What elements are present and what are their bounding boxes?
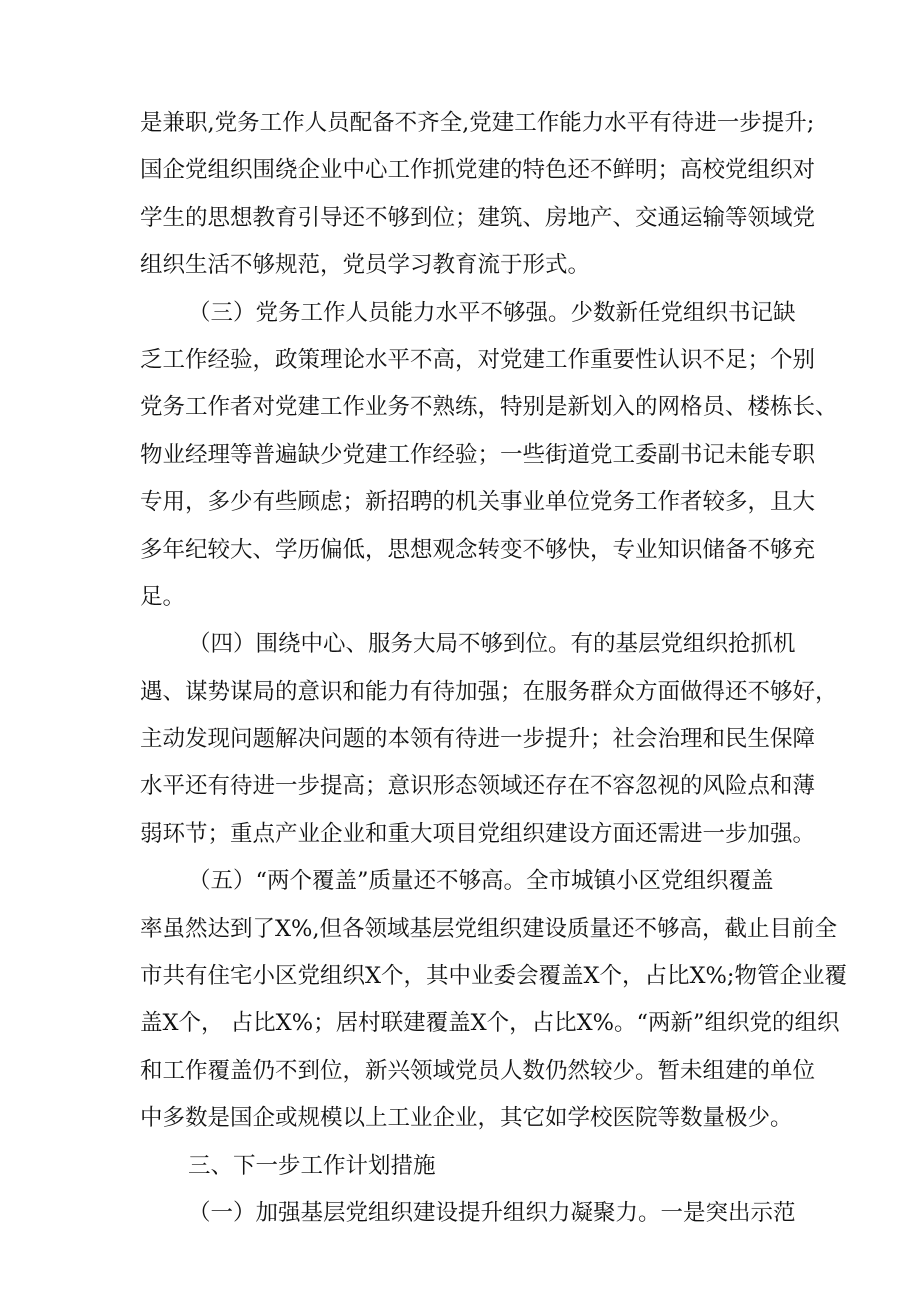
- text-line: 盖X个， 占比X%；居村联建覆盖X个，占比X%。“两新”组织党的组织: [140, 1010, 840, 1037]
- text-line: （一）加强基层党组织建设提升组织力凝聚力。一是突出示范: [188, 1199, 796, 1226]
- paragraph-continuation: [140, 100, 816, 290]
- text-line: 水平还有待进一步提高；意识形态领域还存在不容忽视的风险点和薄: [140, 773, 816, 800]
- text-line: 学生的思想教育引导还不够到位；建筑、房地产、交通运输等领域党: [140, 204, 816, 231]
- text-line: （五）“两个覆盖”质量还不够高。全市城镇小区党组织覆盖: [188, 868, 774, 895]
- text-line: 乏工作经验，政策理论水平不高，对党建工作重要性认识不足；个别: [140, 346, 816, 373]
- text-line: 是兼职,党务工作人员配备不齐全,党建工作能力水平有待进一步提升;: [140, 110, 815, 136]
- text-line: 党务工作者对党建工作业务不熟练，特别是新划入的网格员、楼栋长、: [140, 394, 838, 421]
- paragraph-five: [140, 858, 848, 1142]
- section-heading-text: 三、下一步工作计划措施: [188, 1152, 436, 1179]
- text-line: 组织生活不够规范，党员学习教育流于形式。: [140, 252, 591, 279]
- text-line: 物业经理等普遍缺少党建工作经验；一些街道党工委副书记未能专职: [140, 441, 816, 468]
- text-line: 市共有住宅小区党组织X个，其中业委会覆盖X个，占比X%;物管企业覆: [140, 963, 848, 990]
- text-line: 率虽然达到了X%,但各领域基层党组织建设质量还不够高，截止目前全: [140, 915, 838, 942]
- paragraph-three: [140, 290, 838, 622]
- text-line: 足。: [140, 583, 186, 610]
- text-line: 主动发现问题解决问题的本领有待进一步提升；社会治理和民生保障: [140, 726, 816, 753]
- paragraph-section-three-one: [140, 1190, 800, 1237]
- paragraph-four: [140, 621, 838, 858]
- text-line: 弱环节；重点产业企业和重大项目党组织建设方面还需进一步加强。: [140, 820, 816, 847]
- text-line: （四）围绕中心、服务大局不够到位。有的基层党组织抢抓机: [188, 631, 796, 658]
- text-line: 和工作覆盖仍不到位，新兴领域党员人数仍然较少。暂未组建的单位: [140, 1057, 816, 1084]
- text-line: 多年纪较大、学历偏低，思想观念转变不够快，专业知识储备不够充: [140, 536, 816, 563]
- text-line: 专用，多少有些顾虑；新招聘的机关事业单位党务工作者较多，且大: [140, 489, 816, 516]
- text-line: 国企党组织围绕企业中心工作抓党建的特色还不鲜明；高校党组织对: [140, 157, 816, 184]
- document-page: [140, 100, 848, 1237]
- section-heading-three: [140, 1143, 800, 1190]
- text-line: （三）党务工作人员能力水平不够强。少数新任党组织书记缺: [188, 299, 796, 326]
- text-line: 遇、谋势谋局的意识和能力有待加强；在服务群众方面做得还不够好，: [140, 678, 838, 705]
- text-line: 中多数是国企或规模以上工业企业，其它如学校医院等数量极少。: [140, 1105, 793, 1132]
